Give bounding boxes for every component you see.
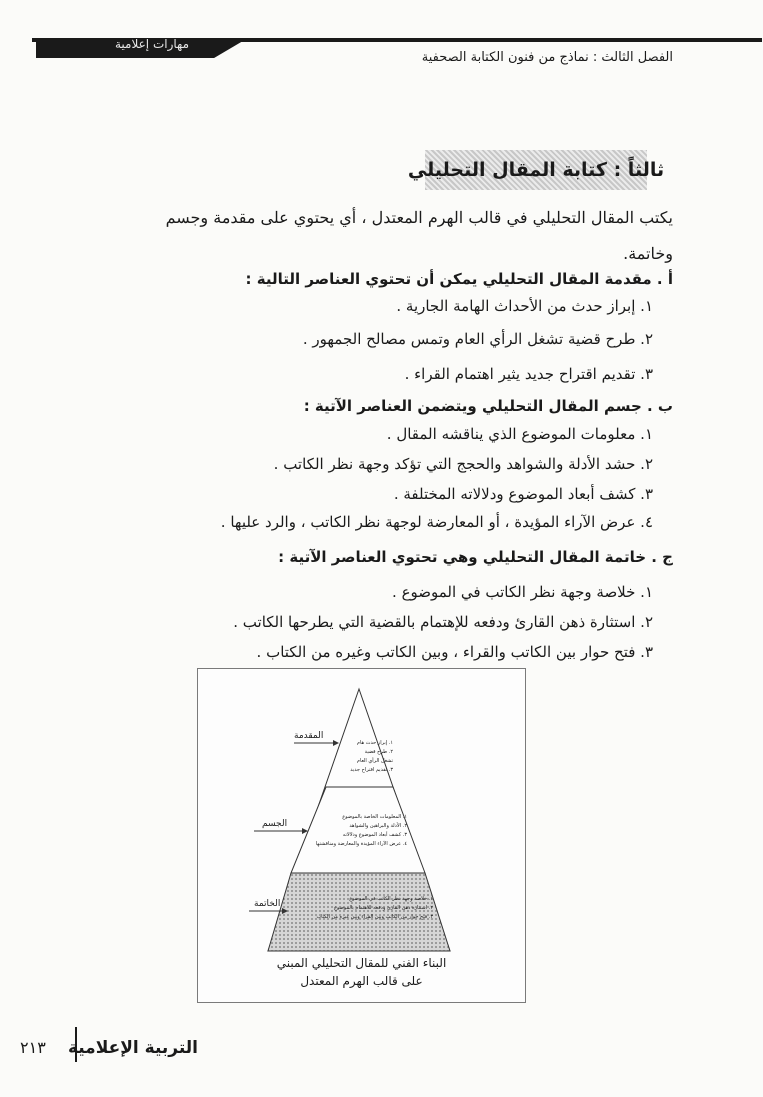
list-item: ٣. كشف أبعاد الموضوع ودلالاته المختلفة .: [393, 485, 653, 503]
part-b-heading: ب . جسم المقال التحليلي ويتضمن العناصر الآتية :: [303, 397, 673, 415]
part-a-heading: أ . مقدمة المقال التحليلي يمكن أن تحتوي العناصر التالية :: [245, 270, 673, 288]
conclusion-label: الخاتمة: [254, 899, 281, 909]
list-item: ٢. طرح قضية تشغل الرأي العام وتمس مصالح الجمهور .: [302, 330, 653, 348]
part-c-heading: ج . خاتمة المقال التحليلي وهي تحتوي العناصر الآتية :: [278, 548, 673, 566]
conclusion-tier-text: ١. خلاصة وجهة نظر الكاتب في الموضوع ٢. استثارة ذهن القارئ ودفعه للاهتمام بالموضوع ٣. فتح حوار بين الكاتب وبين القراء وبين غيره من الكتاب: [316, 896, 433, 920]
list-item: ٣. تقديم اقتراح جديد يثير اهتمام القراء .: [404, 365, 653, 383]
list-item: ٤. عرض الآراء المؤيدة ، أو المعارضة لوجهة نظر الكاتب ، والرد عليها .: [220, 513, 653, 531]
body-tier-text: ١. المعلومات الخاصة بالموضوع ٢. الأدلة والبراهين والشواهد ٣. كشف أبعاد الموضوع ودلالاته ٤. عرض الآراء المؤيدة والمعارضة ومناقشتها: [315, 814, 407, 847]
list-item: ١. خلاصة وجهة نظر الكاتب في الموضوع .: [392, 583, 653, 601]
figure-caption-line-1: البناء الفني للمقال التحليلي المبني: [276, 956, 447, 970]
list-item: ١. إبراز حدث من الأحداث الهامة الجارية .: [396, 297, 653, 315]
pyramid-figure: [197, 668, 526, 1003]
section-heading: ثالثاً : كتابة المقال التحليلي: [425, 150, 647, 190]
footer-title: التربية الإعلامية: [67, 1038, 198, 1058]
chapter-title: الفصل الثالث : نماذج من فنون الكتابة الصحفية: [421, 50, 673, 65]
list-item: ٢. حشد الأدلة والشواهد والحجج التي تؤكد وجهة نظر الكاتب .: [273, 455, 653, 473]
intro-tier-text: ١. إبراز حدث هام ٢. طرح قضية تشغل الرأي العام ٣. تقديم اقتراح جديد: [350, 740, 393, 773]
body-label: الجسم: [262, 819, 288, 829]
list-item: ١. معلومات الموضوع الذي يناقشه المقال .: [386, 425, 653, 443]
intro-label: المقدمة: [294, 731, 324, 741]
figure-caption-line-2: على قالب الهرم المعتدل: [300, 974, 423, 988]
header-tab-label: مهارات إعلامية: [115, 37, 189, 51]
list-item: ٢. استثارة ذهن القارئ ودفعه للإهتمام بالقضية التي يطرحها الكاتب .: [233, 613, 653, 631]
intro-line-2: وخاتمة.: [623, 244, 673, 263]
intro-line-1: يكتب المقال التحليلي في قالب الهرم المعتدل ، أي يحتوي على مقدمة وجسم: [165, 208, 673, 227]
page-number: ٢١٣: [20, 1038, 46, 1057]
list-item: ٣. فتح حوار بين الكاتب والقراء ، وبين الكاتب وغيره من الكتاب .: [256, 643, 653, 661]
